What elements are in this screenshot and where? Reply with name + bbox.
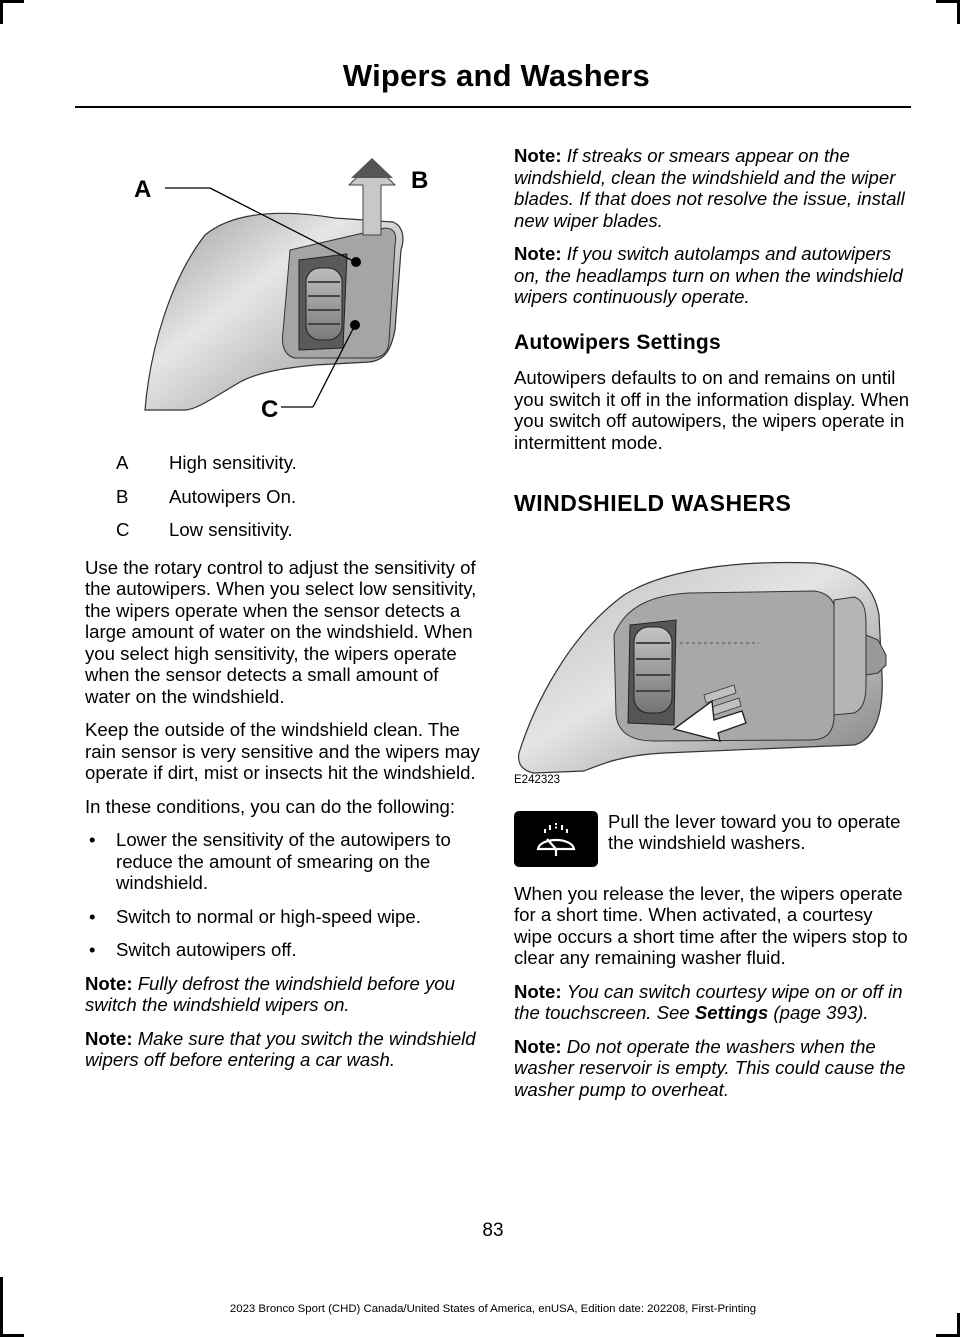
note [85,973,480,1016]
note [514,243,910,308]
note-label: Note: [514,980,562,1002]
legend-key: A [116,452,129,473]
legend-row [85,486,480,508]
callout-c: C [261,396,279,420]
note-text: You can switch courtesy wipe on or off in the touchscreen. See [514,980,903,1023]
left-column [85,110,480,1083]
washer-instruction [514,811,910,867]
legend-row [85,519,480,541]
crop-mark [936,0,960,3]
note-text: Make sure that you switch the windshield wipers off before entering a car wash. [85,1027,476,1070]
icon-description: Pull the lever toward you to operate the windshield washers. [608,810,901,853]
note-label: Note: [85,1027,133,1049]
section-heading: Autowipers Settings [514,330,721,354]
list-item [85,906,480,928]
list-item-text: Switch to normal or high-speed wipe. [116,905,421,927]
wiper-lever-illustration [85,110,480,420]
note [514,1036,910,1101]
chapter-heading: WINDSHIELD WASHERS [514,490,792,516]
note-label: Note: [85,972,133,994]
note-label: Note: [514,145,562,166]
note-text: If streaks or smears appear on the windshield, clean the windshield and the wiper blades. If that does not resolve the issue, install new wiper blades. [514,145,905,231]
page-number: 83 [482,1220,504,1241]
note-text: If you switch autolamps and autowipers on, the headlamps turn on when the windshield wipers continuously operate. [514,243,903,307]
legend-row [85,452,480,474]
legend-text: Autowipers On. [169,485,297,507]
note [514,981,910,1024]
settings-reference-link[interactable]: Settings [694,1002,769,1023]
note-label: Note: [514,243,562,264]
callout-b: B [411,167,429,194]
body-paragraph: Use the rotary control to adjust the sensitivity of the autowipers. When you select low sensitivity, the wipers operate when the sensor detects a large amount of water on the windshield. When you select high sensitivity, the wipers operate when the sensor detects a small amount of water on the windshield. [85,556,477,707]
figure-code: E242323 [514,773,561,785]
list-item [85,939,480,961]
list-item [85,829,480,894]
body-paragraph: Autowipers defaults to on and remains on until you switch it off in the information display. When you switch off autowipers, the wipers operate in intermittent mode. [514,367,910,453]
list-item-text: Lower the sensitivity of the autowipers to reduce the amount of smearing on the windshield. [116,829,451,893]
bullet: • [89,905,96,927]
legend-key: B [116,485,129,507]
washer-lever-illustration [514,515,910,785]
callout-a: A [134,176,152,203]
note-text: Fully defrost the windshield before you switch the windshield wipers on. [85,972,455,1015]
note-text: Do not operate the washers when the washer reservoir is empty. This could cause the washer pump to overheat. [514,1035,906,1100]
note-text: (page 393). [768,1002,869,1023]
legend-text: High sensitivity. [169,452,297,473]
right-column [514,145,910,1112]
list-item-text: Switch autowipers off. [116,939,297,960]
body-paragraph: In these conditions, you can do the following: [85,795,456,817]
legend-key: C [116,519,130,540]
header-rule [75,106,911,108]
body-paragraph: Keep the outside of the windshield clean. The rain sensor is very sensitive and the wipers may operate if dirt, mist or insects hit the windshield. [85,719,480,783]
crop-mark [0,0,3,24]
windshield-washer-icon [514,811,598,867]
note [514,145,910,231]
bullet: • [89,829,96,850]
bullet: • [89,939,96,960]
footer-edition: 2023 Bronco Sport (CHD) Canada/United States of America, enUSA, Edition date: 202208, First-Printing [229,1303,757,1315]
note-label: Note: [514,1035,562,1057]
legend-text: Low sensitivity. [169,519,293,540]
page-title: Wipers and Washers [342,58,650,93]
note [85,1028,480,1071]
body-paragraph: When you release the lever, the wipers operate for a short time. When activated, a courtesy wipe occurs a short time after the wipers stop to clear any remaining washer fluid. [514,882,908,968]
crop-mark [0,0,24,3]
